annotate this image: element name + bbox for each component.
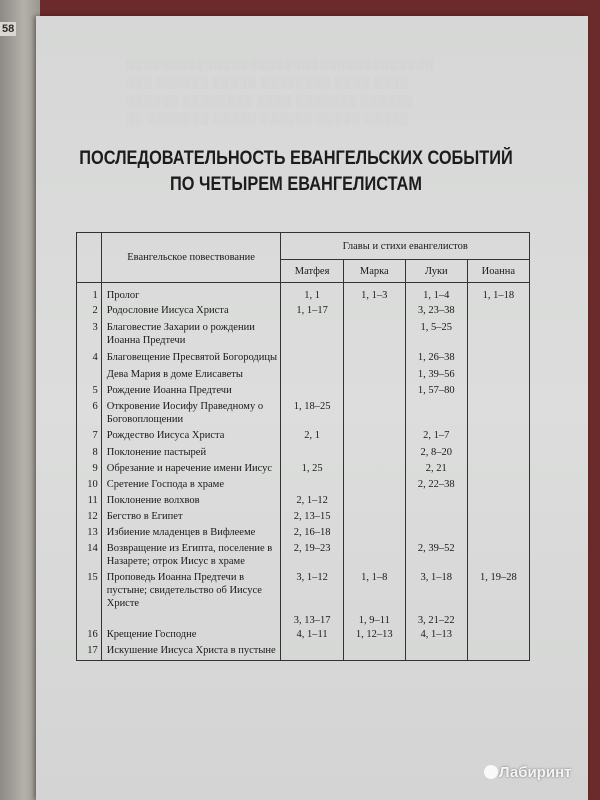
ref-matthew [281,321,343,351]
ref-matthew [281,368,343,384]
ref-luke: 2, 21 [405,462,467,478]
ref-luke: 3, 23–38 [405,304,467,321]
event-name: Проповедь Иоанна Предтечи в пустыне; свидетельство об Иисусе Христе [101,571,281,614]
ref-mark: 1, 1–8 [343,571,405,614]
ref-luke [405,644,467,661]
labirint-watermark [484,764,572,781]
ref-luke: 4, 1–13 [405,628,467,644]
ref-john [467,321,529,351]
ref-mark [343,368,405,384]
labirint-logo-icon [484,765,498,779]
watermark-text: Лабиринт [499,764,572,781]
ref-john [467,462,529,478]
table-row [77,304,530,321]
event-name [101,614,281,628]
ref-mark [343,446,405,462]
ref-matthew [281,446,343,462]
ref-matthew: 1, 18–25 [281,400,343,429]
ref-mark [343,542,405,571]
ref-john: 1, 1–18 [467,283,529,305]
table-row [77,283,530,305]
ref-john [467,384,529,400]
ref-john [467,526,529,542]
table-row [77,351,530,368]
event-header: Евангельское повествование [101,233,281,283]
bleed-through-texture: ░░░░░░░░░░░░░░░░░░░░░░░░░░░░░░░░░░░ ░░░ ░░░░░░ ░░░░░ ░░░░░░░░ ░░░░ ░░░░ ░░░░░░ ░░░░░░░░ ░░░░ ░░░░░░░ ░░░░░░ ░░ ░░░░░░░ ░░░░░ ░░░░░░ ░░░░░ ░░░░░ [126,59,434,125]
ref-mark: 1, 1–3 [343,283,405,305]
event-number: 17 [77,644,102,661]
event-name: Бегство в Египет [101,510,281,526]
event-number: 16 [77,628,102,644]
event-number: 2 [77,304,102,321]
ref-matthew [281,351,343,368]
event-number: 4 [77,351,102,368]
ref-mark: 1, 9–11 [343,614,405,628]
event-number: 12 [77,510,102,526]
ref-mark [343,429,405,446]
ref-john [467,368,529,384]
ref-john [467,351,529,368]
event-number: 7 [77,429,102,446]
ref-matthew: 4, 1–11 [281,628,343,644]
ref-matthew: 1, 1–17 [281,304,343,321]
event-number: 14 [77,542,102,571]
ref-john [467,304,529,321]
ref-john [467,446,529,462]
ref-john [467,542,529,571]
event-name: Родословие Иисуса Христа [101,304,281,321]
ref-luke: 2, 22–38 [405,478,467,494]
ref-luke: 1, 26–38 [405,351,467,368]
events-table [76,232,530,661]
table-row [77,478,530,494]
event-name: Обрезание и наречение имени Иисус [101,462,281,478]
ref-matthew: 3, 1–12 [281,571,343,614]
ref-john [467,510,529,526]
event-name: Откровение Иосифу Праведному о Боговоплощении [101,400,281,429]
table-row [77,494,530,510]
ref-matthew: 3, 13–17 [281,614,343,628]
gospel-header-mark: Марка [343,260,405,283]
gospel-header-john: Иоанна [467,260,529,283]
event-name: Благовещение Пресвятой Богородицы [101,351,281,368]
ref-luke: 1, 1–4 [405,283,467,305]
table-row [77,400,530,429]
ref-mark [343,351,405,368]
event-name: Сретение Господа в храме [101,478,281,494]
ref-mark [343,304,405,321]
table-row [77,628,530,644]
ref-mark [343,644,405,661]
event-name: Дева Мария в доме Елисаветы [101,368,281,384]
ref-john [467,644,529,661]
ref-matthew [281,384,343,400]
table-row [77,321,530,351]
ref-luke: 2, 39–52 [405,542,467,571]
ref-mark [343,400,405,429]
table-row [77,542,530,571]
ref-luke: 1, 39–56 [405,368,467,384]
ref-luke: 2, 8–20 [405,446,467,462]
title-line-2: ПО ЧЕТЫРЕМ ЕВАНГЕЛИСТАМ [170,174,422,195]
table-row [77,571,530,614]
facing-page-edge [0,0,40,800]
ref-matthew [281,644,343,661]
ref-mark [343,494,405,510]
ref-luke [405,526,467,542]
event-name: Благовестие Захарии о рождении Иоанна Предтечи [101,321,281,351]
ref-john [467,429,529,446]
ref-john [467,400,529,429]
ref-john: 1, 19–28 [467,571,529,614]
chapters-header: Главы и стихи евангелистов [281,233,530,260]
table-row [77,384,530,400]
ref-matthew: 1, 1 [281,283,343,305]
page-title [72,146,519,198]
ref-john [467,478,529,494]
ref-matthew: 2, 19–23 [281,542,343,571]
gospel-header-matthew: Матфея [281,260,343,283]
table-row [77,614,530,628]
ref-luke: 3, 21–22 [405,614,467,628]
ref-luke: 1, 5–25 [405,321,467,351]
ref-john [467,494,529,510]
event-number: 6 [77,400,102,429]
ref-john [467,628,529,644]
event-number [77,368,102,384]
event-number: 15 [77,571,102,614]
event-name: Поклонение пастырей [101,446,281,462]
ref-mark [343,510,405,526]
ref-mark [343,526,405,542]
number-header [77,233,102,283]
event-number: 10 [77,478,102,494]
table-row [77,462,530,478]
event-name: Рождество Иисуса Христа [101,429,281,446]
ref-luke: 2, 1–7 [405,429,467,446]
ref-matthew [281,478,343,494]
ref-matthew: 2, 13–15 [281,510,343,526]
table-row [77,446,530,462]
ref-luke [405,494,467,510]
event-number: 5 [77,384,102,400]
event-number: 9 [77,462,102,478]
table-row [77,368,530,384]
ref-mark [343,384,405,400]
table-row [77,429,530,446]
ref-mark [343,478,405,494]
event-name: Избиение младенцев в Вифлееме [101,526,281,542]
ref-luke [405,510,467,526]
events-table-body [77,283,530,661]
ref-matthew: 1, 25 [281,462,343,478]
ref-matthew: 2, 16–18 [281,526,343,542]
title-line-1: ПОСЛЕДОВАТЕЛЬНОСТЬ ЕВАНГЕЛЬСКИХ СОБЫТИЙ [79,148,513,169]
event-number: 8 [77,446,102,462]
event-number [77,614,102,628]
ref-luke [405,400,467,429]
ref-luke: 3, 1–18 [405,571,467,614]
ref-mark [343,321,405,351]
event-name: Поклонение волхвов [101,494,281,510]
event-number: 13 [77,526,102,542]
event-name: Возвращение из Египта, поселение в Назарете; отрок Иисус в храме [101,542,281,571]
event-name: Пролог [101,283,281,305]
table-row [77,644,530,661]
event-name: Крещение Господне [101,628,281,644]
event-number: 3 [77,321,102,351]
ref-matthew: 2, 1 [281,429,343,446]
table-row [77,510,530,526]
page-number: 58 [2,23,15,35]
event-number: 11 [77,494,102,510]
ref-mark [343,462,405,478]
ref-matthew: 2, 1–12 [281,494,343,510]
event-name: Искушение Иисуса Христа в пустыне [101,644,281,661]
gospel-header-luke: Луки [405,260,467,283]
event-name: Рождение Иоанна Предтечи [101,384,281,400]
table-row [77,526,530,542]
event-number: 1 [77,283,102,305]
ref-john [467,614,529,628]
ref-luke: 1, 57–80 [405,384,467,400]
ref-mark: 1, 12–13 [343,628,405,644]
